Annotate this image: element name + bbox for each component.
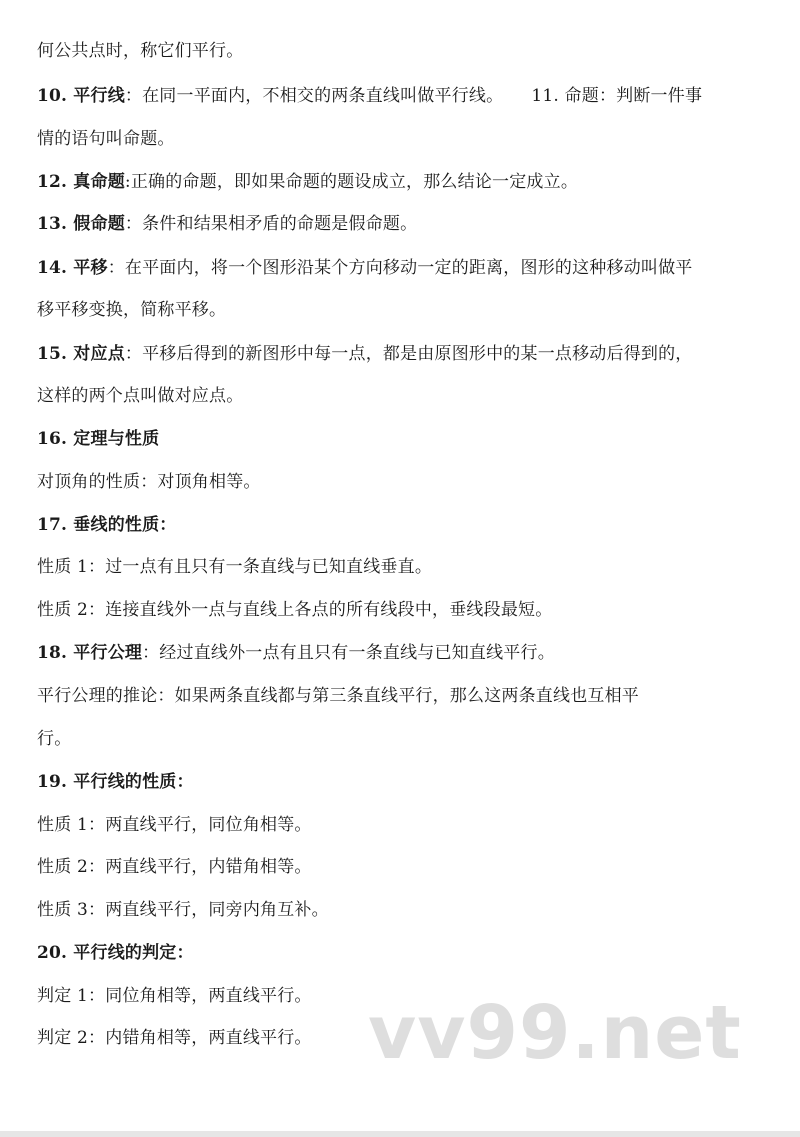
item-number: 10.	[37, 86, 74, 106]
line-text: 判定 1：同位角相等，两直线平行。	[37, 986, 312, 1006]
heading-text: 20. 平行线的判定：	[37, 943, 194, 963]
definition-true-proposition	[37, 169, 760, 195]
heading-text: 17. 垂线的性质：	[37, 515, 177, 535]
property-line	[37, 597, 760, 623]
text-line	[37, 683, 760, 709]
line-text: 对顶角的性质：对顶角相等。	[37, 472, 261, 492]
line-text: 情的语句叫命题。	[37, 129, 175, 149]
text-line	[37, 383, 760, 409]
section-heading	[37, 426, 760, 452]
watermark: vv99.net	[368, 990, 742, 1076]
text-line	[37, 38, 760, 64]
term: 平行公理	[73, 643, 143, 663]
definition-text: :正确的命题，即如果命题的题设成立，那么结论一定成立。	[124, 172, 579, 192]
line-text: 性质 2：两直线平行，内错角相等。	[37, 857, 312, 877]
line-text: 这样的两个点叫做对应点。	[37, 386, 244, 406]
term: 假命题	[73, 214, 125, 234]
definition-text: ：在平面内，将一个图形沿某个方向移动一定的距离，图形的这种移动叫做平	[107, 258, 693, 278]
section-heading	[37, 940, 760, 966]
definition-corresponding-points	[37, 341, 760, 367]
definition-text: ：条件和结果相矛盾的命题是假命题。	[124, 214, 418, 234]
heading-text: 16. 定理与性质	[37, 429, 160, 449]
definition-text: ：平移后得到的新图形中每一点，都是由原图形中的某一点移动后得到的，	[124, 344, 693, 364]
term: 对应点	[73, 344, 125, 364]
item-number: 12.	[37, 172, 74, 192]
section-heading	[37, 769, 760, 795]
text-line	[37, 726, 760, 752]
item-number: 18.	[37, 643, 74, 663]
definition-proposition: 11. 命题：判断一件事	[531, 86, 703, 106]
definition-text: ：经过直线外一点有且只有一条直线与已知直线平行。	[142, 643, 555, 663]
line-text: 平行公理的推论：如果两条直线都与第三条直线平行，那么这两条直线也互相平	[37, 686, 639, 706]
term: 平行线	[73, 86, 125, 106]
heading-text: 19. 平行线的性质：	[37, 772, 194, 792]
page-bottom-edge	[0, 1131, 800, 1137]
line-text: 性质 3：两直线平行，同旁内角互补。	[37, 900, 329, 920]
definition-false-proposition	[37, 211, 760, 237]
item-number: 13.	[37, 214, 74, 234]
term: 平移	[73, 258, 108, 278]
line-text: 何公共点时，称它们平行。	[37, 41, 244, 61]
line-text: 移平移变换，简称平移。	[37, 300, 227, 320]
line-text: 判定 2：内错角相等，两直线平行。	[37, 1028, 312, 1048]
item-number: 15.	[37, 344, 74, 364]
property-line	[37, 854, 760, 880]
property-line	[37, 554, 760, 580]
definition-parallel-axiom	[37, 640, 760, 666]
definition-parallel-lines	[37, 83, 760, 109]
section-heading	[37, 512, 760, 538]
line-text: 行。	[37, 729, 72, 749]
definition-text: ：在同一平面内，不相交的两条直线叫做平行线。	[124, 86, 504, 106]
line-text: 性质 1：过一点有且只有一条直线与已知直线垂直。	[37, 557, 433, 577]
text-line	[37, 469, 760, 495]
text-line	[37, 297, 760, 323]
definition-translation	[37, 255, 760, 281]
property-line	[37, 812, 760, 838]
term: 真命题	[73, 172, 125, 192]
line-text: 性质 1：两直线平行，同位角相等。	[37, 815, 312, 835]
text-line	[37, 126, 760, 152]
property-line	[37, 897, 760, 923]
line-text: 性质 2：连接直线外一点与直线上各点的所有线段中，垂线段最短。	[37, 600, 553, 620]
item-number: 14.	[37, 258, 74, 278]
